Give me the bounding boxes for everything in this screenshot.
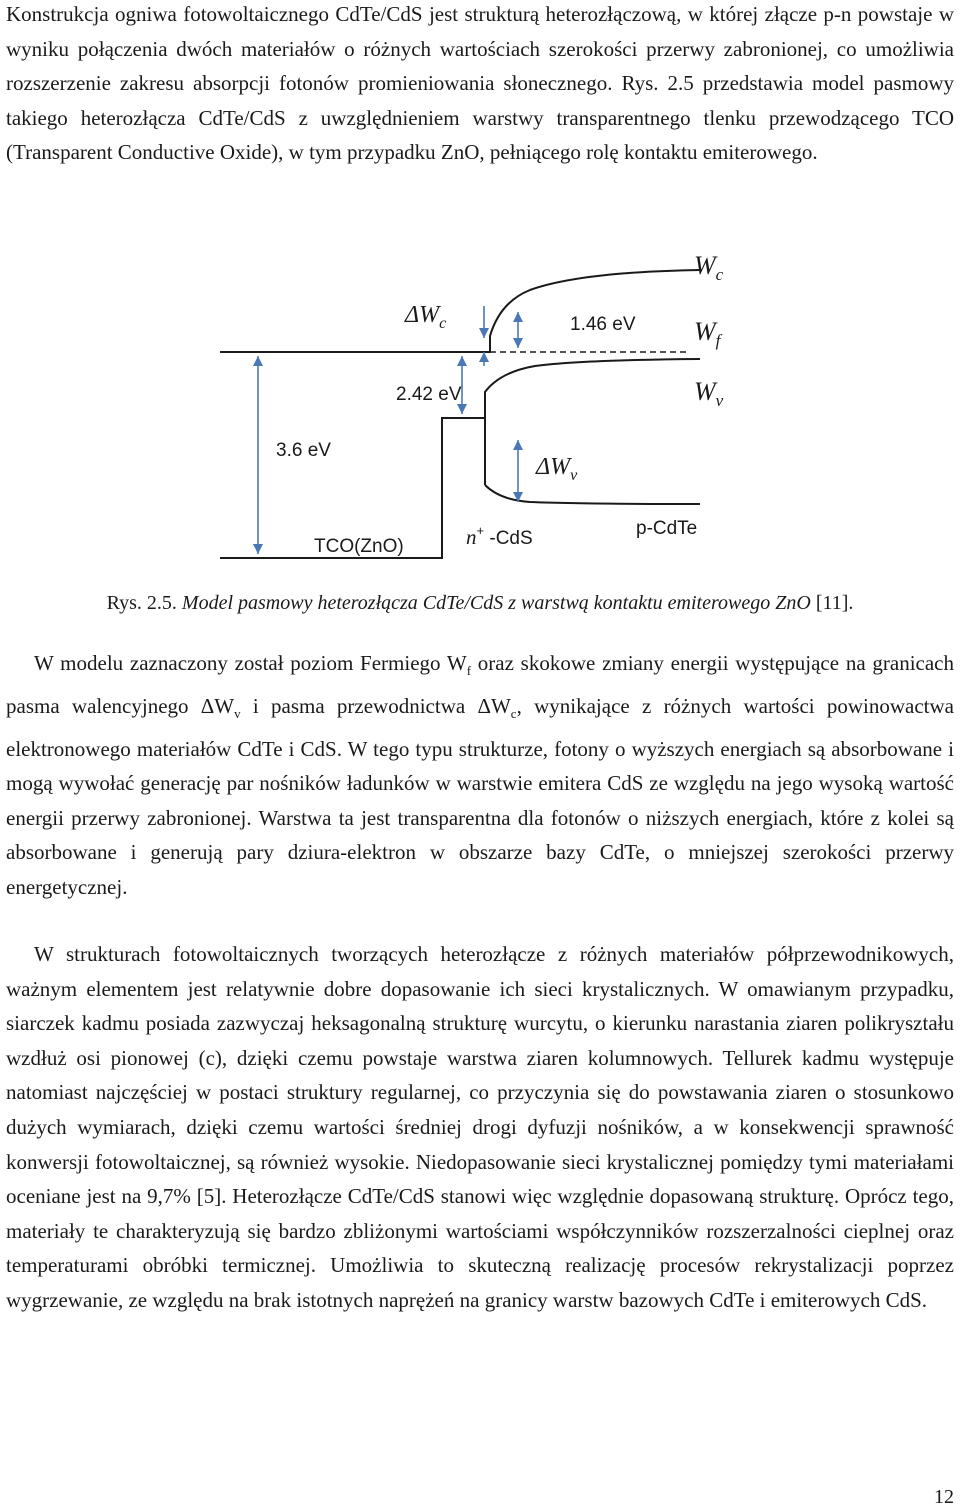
label-wc: $W_c$ — [694, 251, 724, 284]
label-delta-wv: $\Delta W_v$ — [536, 454, 578, 484]
figure-caption — [0, 588, 960, 618]
label-wv: $W_v$ — [694, 377, 724, 410]
caption-prefix: Rys. 2.5. — [106, 592, 182, 614]
caption-reference: [11]. — [810, 592, 854, 614]
label-delta-wc: $\Delta W_c$ — [405, 302, 447, 332]
label-wf: $W_f$ — [694, 317, 721, 350]
paragraph-lattice-matching: W strukturach fotowoltaicznych tworzących heterozłącze z różnych materiałów półprzewodnikowych, ważnym elementem jest relatywnie dobre dopasowanie ich sieci krystalicznych. W omawianym przypadku, siarczek kadmu posiada zazwyczaj heksagonalną strukturę wurcytu, o kierunku narastania ziaren polikryształu wzdłuż osi pionowej (c), dzięki czemu powstaje warstwa ziaren kolumnowych. Tellurek kadmu występuje natomiast najczęściej w postaci struktury regularnej, co przyczynia się do powstawania ziaren o stosunkowo dużych wymiarach, dzięki czemu wartości średniej drogi dyfuzji nośników, a w konsekwencji sprawność konwersji fotowoltaicznej, są również wysokie. Niedopasowanie sieci krystalicznej pomiędzy tymi materiałami oceniane jest na 9,7% [5]. Heterozłącze CdTe/CdS stanowi więc względnie dopasowaną strukturę. Oprócz tego, materiały te charakteryzują się bardzo zbliżonymi wartościami współczynników rozszerzalności cieplnej oraz temperaturami obróbki termicznej. Umożliwia to skuteczną realizację procesów rekrystalizacji poprzez wygrzewanie, ze względu na brak istotnych naprężeń na granicy warstw bazowych CdTe i emiterowych CdS. — [6, 942, 954, 1312]
label-tco-zno: TCO(ZnO) — [314, 536, 404, 557]
paragraph-fermi-level: W modelu zaznaczony został poziom Fermiego $W_f$ oraz skokowe zmiany energii występujące na granicach pasma walencyjnego $\Delta W_v$ i pasma przewodnictwa $\Delta W_c$, wynikające z różnych wartości powinowactwa elektronowego materiałów CdTe i CdS. W tego typu strukturze, fotony o wyższych energiach są absorbowane i mogą wywołać generację par nośników ładunków w warstwie emitera CdS ze względu na jego wysoką wartość energii przerwy zabronionej. Warstwa ta jest transparentna dla fotonów o niższych energiach, które z kolei są absorbowane i generują pary dziura-elektron w obszarze bazy CdTe, o mniejszej szerokości przerwy energetycznej. — [6, 651, 955, 899]
caption-text: Model pasmowy heterozłącza CdTe/CdS z warstwą kontaktu emiterowego ZnO — [181, 592, 811, 614]
label-n-cds: n+ -CdS — [466, 523, 533, 549]
band-diagram-figure — [200, 240, 760, 570]
label-146ev: 1.46 eV — [570, 314, 636, 335]
label-36ev: 3.6 eV — [276, 440, 331, 461]
band-diagram — [200, 240, 760, 570]
paragraph-intro: Konstrukcja ogniwa fotowoltaicznego CdTe/CdS jest strukturą heterozłączową, w której złącze p-n powstaje w wyniku połączenia dwóch materiałów o różnych wartościach szerokości przerwy zabronionej, co umożliwia rozszerzenie zakresu absorpcji fotonów promieniowania słonecznego. Rys. 2.5 przedstawia model pasmowy takiego heterozłącza CdTe/CdS z uwzględnieniem warstwy transparentnego tlenku przewodzącego TCO (Transparent Conductive Oxide), w tym przypadku ZnO, pełniącego rolę kontaktu emiterowego. — [6, 2, 954, 165]
label-p-cdte: p-CdTe — [636, 518, 698, 539]
conduction-band-line — [220, 270, 700, 352]
page-number: 12 — [934, 1486, 954, 1508]
label-242ev: 2.42 eV — [396, 384, 462, 405]
